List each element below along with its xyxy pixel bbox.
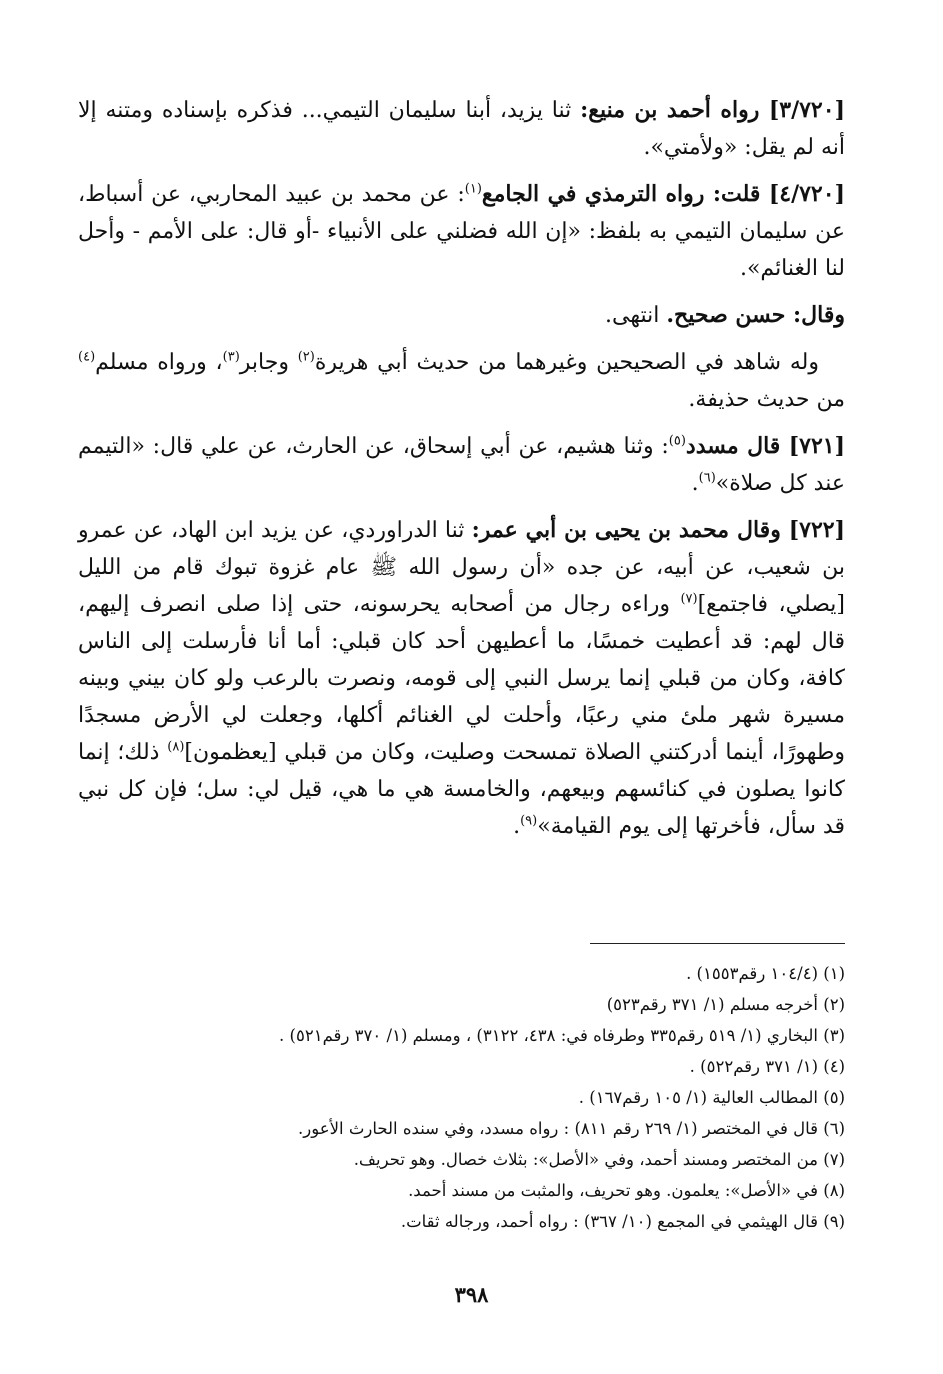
narration-text: : وثنا هشيم، عن أبي إسحاق، عن الحارث، عن علي قال: «التيمم عند كل صلاة» <box>78 434 845 496</box>
narration-text: : عن محمد بن عبيد المحاربي، عن أسباط، عن سليمان التيمي به بلفظ: «إن الله فضلني على الأنبياء -أو قال: على الأمم - وأحل لنا الغنائم». <box>78 182 845 281</box>
page-number: ٣٩٨ <box>454 1282 489 1307</box>
footnote-marker[interactable]: (٢) <box>297 349 315 365</box>
narration-text: . <box>513 814 521 839</box>
main-text <box>78 92 845 855</box>
witness-text: من حديث حذيفة. <box>688 387 845 412</box>
footnote-marker[interactable]: (١) <box>464 181 482 197</box>
paragraph-witness <box>78 344 845 418</box>
footnote-marker[interactable]: (٧) <box>680 591 698 607</box>
footnote: (٣) البخاري (١/ ٥١٩ رقم٣٣٥ وطرفاه في: ٤٣٨، ٣١٢٢) ، ومسلم (١/ ٣٧٠ رقم٥٢١) . <box>279 1026 845 1045</box>
footnote-marker[interactable]: (٤) <box>78 349 96 365</box>
footnote-marker[interactable]: (٦) <box>698 470 716 486</box>
footnote: (٩) قال الهيثمي في المجمع (١٠/ ٣٦٧) : رواه أحمد، ورجاله ثقات. <box>400 1212 845 1231</box>
paragraph-722 <box>78 512 845 845</box>
witness-text: ، ورواه مسلم <box>95 350 223 375</box>
footnote-marker[interactable]: (٨) <box>167 739 185 755</box>
narration-text: ثنا الدراوردي، عن يزيد ابن الهاد، عن عمرو بن شعيب، عن أبيه، عن جده «أن رسول الله ﷺ عام غزوة تبوك قام من الليل [يصلي، فاجتمع] <box>78 518 846 617</box>
narration-text: . <box>691 471 699 496</box>
paragraph-grading <box>78 297 845 334</box>
narration-heading: [٣/٧٢٠] رواه أحمد بن منيع: <box>580 97 845 123</box>
witness-text: وجابر <box>239 350 298 375</box>
footnote-marker[interactable]: (٩) <box>520 813 538 829</box>
narration-heading: [٤/٧٢٠] قلت: رواه الترمذي في الجامع <box>481 181 845 207</box>
grading-text: وقال: حسن صحيح. <box>666 302 845 328</box>
footnote: (٤) (١/ ٣٧١ رقم٥٢٢) . <box>689 1057 845 1076</box>
footnote: (١) (١٠٤/٤ رقم١٥٥٣) . <box>686 964 845 983</box>
paragraph-721 <box>78 428 845 502</box>
footnote: (٥) المطالب العالية (١/ ١٠٥ رقم١٦٧) . <box>578 1088 845 1107</box>
footnote-marker[interactable]: (٣) <box>222 349 240 365</box>
footnote-divider <box>590 943 845 944</box>
narration-heading: [٧٢١] قال مسدد <box>685 433 846 459</box>
footnote: (٨) في «الأصل»: يعلمون. وهو تحريف، والمثبت من مسند أحمد. <box>408 1181 845 1200</box>
paragraph-720-4 <box>78 176 845 287</box>
footnote-marker[interactable]: (٥) <box>668 433 686 449</box>
footnote: (٧) من المختصر ومسند أحمد، وفي «الأصل»: بثلاث خصال. وهو تحريف. <box>353 1150 845 1169</box>
narration-text: وراءه رجال من أصحابه يحرسونه، حتى إذا صلى انصرف إليهم، قال لهم: قد أعطيت خمسًا، ما أعطيهن أحد كان قبلي: أما أنا فأرسلت إلى الناس كافة، وكان من قبلي إنما يرسل النبي إلى قومه، ونصرت بالرعب ولو كان بيني وبينه مسيرة شهر ملئ مني رعبًا، وأحلت لي الغنائم أكلها، وجعلت لي الأرض مسجدًا وطهورًا، أينما أدركتني الصلاة تمسحت وصليت، وكان من قبلي [يعظمون] <box>78 592 845 765</box>
grading-end: انتهى. <box>605 303 667 328</box>
footnotes-list <box>78 958 845 1237</box>
narration-heading: [٧٢٢] وقال محمد بن يحيى بن أبي عمر: <box>471 517 845 543</box>
paragraph-720-3 <box>78 92 845 166</box>
narration-text: ذلك؛ إنما كانوا يصلون في كنائسهم وبيعهم، والخامسة هي ما هي، قيل لي: سل؛ فإن كل نبي قد سأل، فأخرتها إلى يوم القيامة» <box>78 740 845 839</box>
footnote: (٦) قال في المختصر (١/ ٢٦٩ رقم ٨١١) : رواه مسدد، وفي سنده الحارث الأعور. <box>298 1119 845 1138</box>
witness-text: وله شاهد في الصحيحين وغيرهما من حديث أبي هريرة <box>314 350 819 375</box>
footnote: (٢) أخرجه مسلم (١/ ٣٧١ رقم٥٢٣) <box>606 995 845 1014</box>
narration-text: ثنا يزيد، أبنا سليمان التيمي... فذكره بإسناده ومتنه إلا أنه لم يقل: «ولأمتي». <box>78 98 845 160</box>
